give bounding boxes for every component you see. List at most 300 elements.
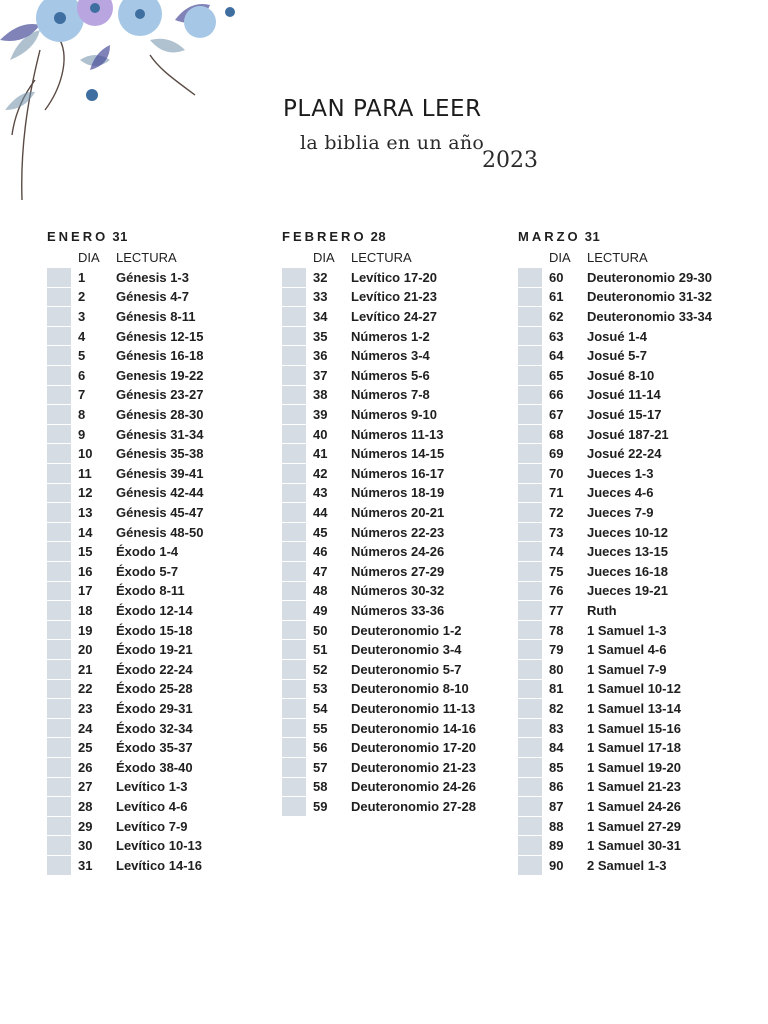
checkbox-cell[interactable] xyxy=(282,699,306,718)
reading-row xyxy=(47,287,277,307)
reading-row xyxy=(518,444,748,464)
checkbox-cell[interactable] xyxy=(518,288,542,307)
reading-row xyxy=(47,581,277,601)
checkbox-cell[interactable] xyxy=(282,523,306,542)
checkbox-cell[interactable] xyxy=(282,288,306,307)
reading-text: 1 Samuel 19-20 xyxy=(587,759,681,775)
day-number: 75 xyxy=(549,563,564,579)
reading-text: 2 Samuel 1-3 xyxy=(587,857,667,873)
checkbox-cell[interactable] xyxy=(518,601,542,620)
reading-row xyxy=(518,659,748,679)
day-number: 19 xyxy=(78,622,93,638)
reading-row xyxy=(47,405,277,425)
reading-text: Levítico 4-6 xyxy=(116,798,188,814)
checkbox-cell[interactable] xyxy=(518,797,542,816)
reading-text: Génesis 48-50 xyxy=(116,524,204,540)
checkbox-cell[interactable] xyxy=(47,719,71,738)
reading-row xyxy=(47,503,277,523)
reading-text: 1 Samuel 30-31 xyxy=(587,838,681,854)
reading-row xyxy=(518,718,748,738)
reading-text: Génesis 23-27 xyxy=(116,387,204,403)
reading-row xyxy=(282,757,512,777)
floral-decoration-image xyxy=(0,0,250,210)
reading-text: Números 7-8 xyxy=(351,387,430,403)
checkbox-cell[interactable] xyxy=(518,856,542,875)
day-number: 52 xyxy=(313,661,328,677)
checkbox-cell[interactable] xyxy=(47,758,71,777)
day-number: 26 xyxy=(78,759,93,775)
reading-row xyxy=(282,581,512,601)
month-heading xyxy=(518,228,748,246)
day-number: 28 xyxy=(78,798,93,814)
checkbox-cell[interactable] xyxy=(518,327,542,346)
month-name: ENERO xyxy=(47,229,109,244)
day-number: 51 xyxy=(313,642,328,658)
checkbox-cell[interactable] xyxy=(282,640,306,659)
checkbox-cell[interactable] xyxy=(47,484,71,503)
reading-row xyxy=(282,777,512,797)
reading-row xyxy=(518,581,748,601)
day-number: 49 xyxy=(313,602,328,618)
checkbox-cell[interactable] xyxy=(518,738,542,757)
checkbox-cell[interactable] xyxy=(282,425,306,444)
reading-text: 1 Samuel 27-29 xyxy=(587,818,681,834)
reading-row xyxy=(47,679,277,699)
checkbox-cell[interactable] xyxy=(47,542,71,561)
day-number: 16 xyxy=(78,563,93,579)
checkbox-cell[interactable] xyxy=(47,562,71,581)
day-number: 31 xyxy=(78,857,93,873)
day-number: 48 xyxy=(313,583,328,599)
reading-row xyxy=(282,483,512,503)
checkbox-cell[interactable] xyxy=(282,582,306,601)
checkbox-cell[interactable] xyxy=(47,699,71,718)
reading-row xyxy=(47,268,277,288)
checkbox-cell[interactable] xyxy=(518,444,542,463)
day-number: 85 xyxy=(549,759,564,775)
reading-row xyxy=(518,679,748,699)
checkbox-cell[interactable] xyxy=(47,307,71,326)
day-number: 50 xyxy=(313,622,328,638)
reading-row xyxy=(47,659,277,679)
reading-text: Génesis 8-11 xyxy=(116,309,196,325)
reading-row xyxy=(47,855,277,875)
day-number: 42 xyxy=(313,465,328,481)
checkbox-cell[interactable] xyxy=(282,797,306,816)
checkbox-cell[interactable] xyxy=(282,444,306,463)
reading-row xyxy=(518,405,748,425)
day-number: 55 xyxy=(313,720,328,736)
checkbox-cell[interactable] xyxy=(47,836,71,855)
reading-text: 1 Samuel 1-3 xyxy=(587,622,667,638)
reading-text: Deuteronomio 8-10 xyxy=(351,681,469,697)
checkbox-cell[interactable] xyxy=(47,425,71,444)
reading-text: Josué 15-17 xyxy=(587,407,662,423)
page-subtitle: la biblia en un año xyxy=(300,132,485,154)
reading-text: Josué 187-21 xyxy=(587,426,669,442)
reading-row xyxy=(47,757,277,777)
checkbox-cell[interactable] xyxy=(282,386,306,405)
checkbox-cell[interactable] xyxy=(47,680,71,699)
reading-text: Genesis 19-22 xyxy=(116,367,204,383)
reading-row xyxy=(282,326,512,346)
reading-text: 1 Samuel 17-18 xyxy=(587,740,681,756)
reading-row xyxy=(518,601,748,621)
reading-row xyxy=(282,405,512,425)
reading-row xyxy=(47,542,277,562)
day-number: 14 xyxy=(78,524,93,540)
checkbox-cell[interactable] xyxy=(518,425,542,444)
checkbox-cell[interactable] xyxy=(47,503,71,522)
reading-row xyxy=(47,522,277,542)
reading-text: Éxodo 29-31 xyxy=(116,700,193,716)
reading-text: Josué 22-24 xyxy=(587,446,662,462)
reading-text: Levítico 10-13 xyxy=(116,838,202,854)
checkbox-cell[interactable] xyxy=(282,366,306,385)
reading-row xyxy=(282,522,512,542)
checkbox-cell[interactable] xyxy=(518,268,542,287)
reading-row xyxy=(282,679,512,699)
day-number: 27 xyxy=(78,779,93,795)
checkbox-cell[interactable] xyxy=(282,778,306,797)
checkbox-cell[interactable] xyxy=(518,503,542,522)
checkbox-cell[interactable] xyxy=(282,327,306,346)
reading-text: Génesis 45-47 xyxy=(116,505,204,521)
checkbox-cell[interactable] xyxy=(518,758,542,777)
reading-row xyxy=(282,562,512,582)
lectura-header: LECTURA xyxy=(116,250,177,266)
reading-text: 1 Samuel 21-23 xyxy=(587,779,681,795)
checkbox-cell[interactable] xyxy=(518,719,542,738)
checkbox-cell[interactable] xyxy=(47,738,71,757)
column-header-row xyxy=(518,248,748,268)
checkbox-cell[interactable] xyxy=(518,523,542,542)
reading-text: Jueces 10-12 xyxy=(587,524,668,540)
checkbox-cell[interactable] xyxy=(518,680,542,699)
checkbox-cell[interactable] xyxy=(518,660,542,679)
reading-row xyxy=(47,816,277,836)
reading-row xyxy=(518,542,748,562)
day-number: 2 xyxy=(78,289,86,305)
reading-row xyxy=(282,385,512,405)
column-header-row xyxy=(47,248,277,268)
checkbox-cell[interactable] xyxy=(282,542,306,561)
checkbox-cell[interactable] xyxy=(282,464,306,483)
reading-text: Éxodo 35-37 xyxy=(116,740,193,756)
reading-text: Deuteronomio 24-26 xyxy=(351,779,476,795)
reading-text: Éxodo 12-14 xyxy=(116,602,193,618)
day-number: 63 xyxy=(549,328,564,344)
month-day-count: 31 xyxy=(108,229,128,244)
checkbox-cell[interactable] xyxy=(282,405,306,424)
checkbox-cell[interactable] xyxy=(47,660,71,679)
reading-text: Números 22-23 xyxy=(351,524,445,540)
checkbox-cell[interactable] xyxy=(47,346,71,365)
reading-row xyxy=(518,757,748,777)
day-number: 44 xyxy=(313,505,328,521)
checkbox-cell[interactable] xyxy=(47,386,71,405)
checkbox-cell[interactable] xyxy=(518,562,542,581)
day-number: 68 xyxy=(549,426,564,442)
reading-text: Josué 1-4 xyxy=(587,328,647,344)
checkbox-cell[interactable] xyxy=(47,288,71,307)
reading-row xyxy=(518,307,748,327)
checkbox-cell[interactable] xyxy=(282,346,306,365)
reading-text: 1 Samuel 13-14 xyxy=(587,700,681,716)
day-number: 33 xyxy=(313,289,328,305)
day-number: 17 xyxy=(78,583,93,599)
reading-text: Jueces 16-18 xyxy=(587,563,668,579)
day-number: 25 xyxy=(78,740,93,756)
reading-text: Josué 11-14 xyxy=(587,387,661,403)
reading-text: Éxodo 15-18 xyxy=(116,622,193,638)
checkbox-cell[interactable] xyxy=(47,778,71,797)
reading-row xyxy=(282,699,512,719)
checkbox-cell[interactable] xyxy=(518,464,542,483)
reading-row xyxy=(282,424,512,444)
day-number: 20 xyxy=(78,642,93,658)
day-number: 6 xyxy=(78,367,86,383)
reading-text: Deuteronomio 1-2 xyxy=(351,622,462,638)
reading-text: Números 16-17 xyxy=(351,465,445,481)
month-column-enero xyxy=(47,228,277,875)
lectura-header: LECTURA xyxy=(351,250,412,266)
reading-row xyxy=(282,366,512,386)
checkbox-cell[interactable] xyxy=(282,307,306,326)
day-number: 38 xyxy=(313,387,328,403)
reading-row xyxy=(282,464,512,484)
reading-row xyxy=(518,464,748,484)
reading-row xyxy=(47,444,277,464)
checkbox-cell[interactable] xyxy=(47,366,71,385)
reading-row xyxy=(518,522,748,542)
day-number: 58 xyxy=(313,779,328,795)
day-number: 21 xyxy=(78,661,93,677)
reading-text: Éxodo 1-4 xyxy=(116,544,179,560)
reading-row xyxy=(282,503,512,523)
day-number: 47 xyxy=(313,563,328,579)
reading-row xyxy=(47,483,277,503)
day-number: 40 xyxy=(313,426,328,442)
reading-text: Números 3-4 xyxy=(351,348,430,364)
reading-row xyxy=(282,268,512,288)
day-number: 10 xyxy=(78,446,93,462)
reading-row xyxy=(518,424,748,444)
checkbox-cell[interactable] xyxy=(518,346,542,365)
reading-text: Deuteronomio 5-7 xyxy=(351,661,462,677)
day-number: 64 xyxy=(549,348,564,364)
checkbox-cell[interactable] xyxy=(518,405,542,424)
checkbox-cell[interactable] xyxy=(518,582,542,601)
reading-row xyxy=(47,620,277,640)
checkbox-cell[interactable] xyxy=(47,444,71,463)
checkbox-cell[interactable] xyxy=(47,327,71,346)
day-number: 39 xyxy=(313,407,328,423)
reading-row xyxy=(518,385,748,405)
reading-text: Génesis 4-7 xyxy=(116,289,189,305)
reading-row xyxy=(518,483,748,503)
day-number: 88 xyxy=(549,818,564,834)
day-number: 76 xyxy=(549,583,564,599)
reading-text: 1 Samuel 4-6 xyxy=(587,642,667,658)
reading-text: Deuteronomio 17-20 xyxy=(351,740,476,756)
reading-row xyxy=(518,836,748,856)
reading-row xyxy=(47,836,277,856)
checkbox-cell[interactable] xyxy=(282,484,306,503)
checkbox-cell[interactable] xyxy=(47,464,71,483)
reading-row xyxy=(282,346,512,366)
day-number: 1 xyxy=(78,269,86,285)
reading-text: Números 20-21 xyxy=(351,505,445,521)
checkbox-cell[interactable] xyxy=(47,621,71,640)
day-number: 69 xyxy=(549,446,564,462)
day-number: 74 xyxy=(549,544,564,560)
reading-row xyxy=(518,816,748,836)
reading-text: Deuteronomio 27-28 xyxy=(351,798,476,814)
checkbox-cell[interactable] xyxy=(518,542,542,561)
checkbox-cell[interactable] xyxy=(282,601,306,620)
day-number: 30 xyxy=(78,838,93,854)
reading-row xyxy=(282,601,512,621)
checkbox-cell[interactable] xyxy=(518,484,542,503)
checkbox-cell[interactable] xyxy=(47,582,71,601)
day-number: 41 xyxy=(313,446,328,462)
reading-text: Deuteronomio 11-13 xyxy=(351,700,476,716)
reading-text: Éxodo 5-7 xyxy=(116,563,179,579)
checkbox-cell[interactable] xyxy=(47,856,71,875)
reading-text: Jueces 13-15 xyxy=(587,544,668,560)
reading-text: Génesis 12-15 xyxy=(116,328,204,344)
reading-text: Números 11-13 xyxy=(351,426,444,442)
dia-header: DIA xyxy=(78,250,100,266)
day-number: 71 xyxy=(549,485,564,501)
checkbox-cell[interactable] xyxy=(282,268,306,287)
reading-row xyxy=(47,640,277,660)
reading-row xyxy=(47,385,277,405)
reading-row xyxy=(47,464,277,484)
reading-row xyxy=(518,346,748,366)
checkbox-cell[interactable] xyxy=(518,386,542,405)
reading-text: 1 Samuel 10-12 xyxy=(587,681,681,697)
reading-text: Jueces 7-9 xyxy=(587,505,654,521)
day-number: 70 xyxy=(549,465,564,481)
reading-row xyxy=(282,797,512,817)
day-number: 24 xyxy=(78,720,93,736)
reading-row xyxy=(282,444,512,464)
checkbox-cell[interactable] xyxy=(47,601,71,620)
reading-text: Números 24-26 xyxy=(351,544,445,560)
reading-row xyxy=(282,640,512,660)
checkbox-cell[interactable] xyxy=(47,640,71,659)
checkbox-cell[interactable] xyxy=(47,405,71,424)
day-number: 22 xyxy=(78,681,93,697)
day-number: 15 xyxy=(78,544,93,560)
lectura-header: LECTURA xyxy=(587,250,648,266)
checkbox-cell[interactable] xyxy=(518,836,542,855)
reading-row xyxy=(282,620,512,640)
checkbox-cell[interactable] xyxy=(47,268,71,287)
day-number: 45 xyxy=(313,524,328,540)
day-number: 46 xyxy=(313,544,328,560)
reading-text: 1 Samuel 24-26 xyxy=(587,798,681,814)
month-column-febrero xyxy=(282,228,512,816)
day-number: 12 xyxy=(78,485,93,501)
reading-text: Génesis 39-41 xyxy=(116,465,204,481)
day-number: 90 xyxy=(549,857,564,873)
reading-row xyxy=(518,287,748,307)
checkbox-cell[interactable] xyxy=(282,680,306,699)
reading-row xyxy=(518,699,748,719)
day-number: 67 xyxy=(549,407,564,423)
reading-row xyxy=(518,366,748,386)
day-number: 23 xyxy=(78,700,93,716)
reading-row xyxy=(47,699,277,719)
day-number: 36 xyxy=(313,348,328,364)
reading-text: Josué 5-7 xyxy=(587,348,647,364)
reading-text: Génesis 1-3 xyxy=(116,269,189,285)
checkbox-cell[interactable] xyxy=(47,797,71,816)
reading-row xyxy=(47,326,277,346)
day-number: 35 xyxy=(313,328,328,344)
checkbox-cell[interactable] xyxy=(282,660,306,679)
checkbox-cell[interactable] xyxy=(282,503,306,522)
reading-row xyxy=(282,542,512,562)
checkbox-cell[interactable] xyxy=(282,738,306,757)
month-name: FEBRERO xyxy=(282,229,367,244)
reading-row xyxy=(47,601,277,621)
day-number: 59 xyxy=(313,798,328,814)
reading-row xyxy=(47,718,277,738)
day-number: 62 xyxy=(549,309,564,325)
reading-text: Deuteronomio 33-34 xyxy=(587,309,712,325)
month-heading xyxy=(47,228,277,246)
checkbox-cell[interactable] xyxy=(47,523,71,542)
reading-row xyxy=(518,268,748,288)
reading-text: Deuteronomio 29-30 xyxy=(587,269,712,285)
checkbox-cell[interactable] xyxy=(47,817,71,836)
reading-text: Deuteronomio 21-23 xyxy=(351,759,476,775)
reading-text: Números 1-2 xyxy=(351,328,430,344)
page-title: PLAN PARA LEER xyxy=(283,96,482,122)
checkbox-cell[interactable] xyxy=(282,758,306,777)
day-number: 65 xyxy=(549,367,564,383)
checkbox-cell[interactable] xyxy=(518,778,542,797)
checkbox-cell[interactable] xyxy=(518,366,542,385)
checkbox-cell[interactable] xyxy=(282,621,306,640)
checkbox-cell[interactable] xyxy=(282,719,306,738)
day-number: 13 xyxy=(78,505,93,521)
day-number: 56 xyxy=(313,740,328,756)
day-number: 61 xyxy=(549,289,564,305)
day-number: 18 xyxy=(78,602,93,618)
day-number: 79 xyxy=(549,642,564,658)
reading-text: Éxodo 22-24 xyxy=(116,661,193,677)
reading-row xyxy=(47,777,277,797)
checkbox-cell[interactable] xyxy=(282,562,306,581)
checkbox-cell[interactable] xyxy=(518,699,542,718)
day-number: 53 xyxy=(313,681,328,697)
reading-text: Éxodo 19-21 xyxy=(116,642,193,658)
checkbox-cell[interactable] xyxy=(518,640,542,659)
reading-text: Números 30-32 xyxy=(351,583,445,599)
reading-text: Levítico 1-3 xyxy=(116,779,188,795)
checkbox-cell[interactable] xyxy=(518,621,542,640)
checkbox-cell[interactable] xyxy=(518,817,542,836)
checkbox-cell[interactable] xyxy=(518,307,542,326)
reading-row xyxy=(47,738,277,758)
day-number: 60 xyxy=(549,269,564,285)
reading-row xyxy=(518,797,748,817)
